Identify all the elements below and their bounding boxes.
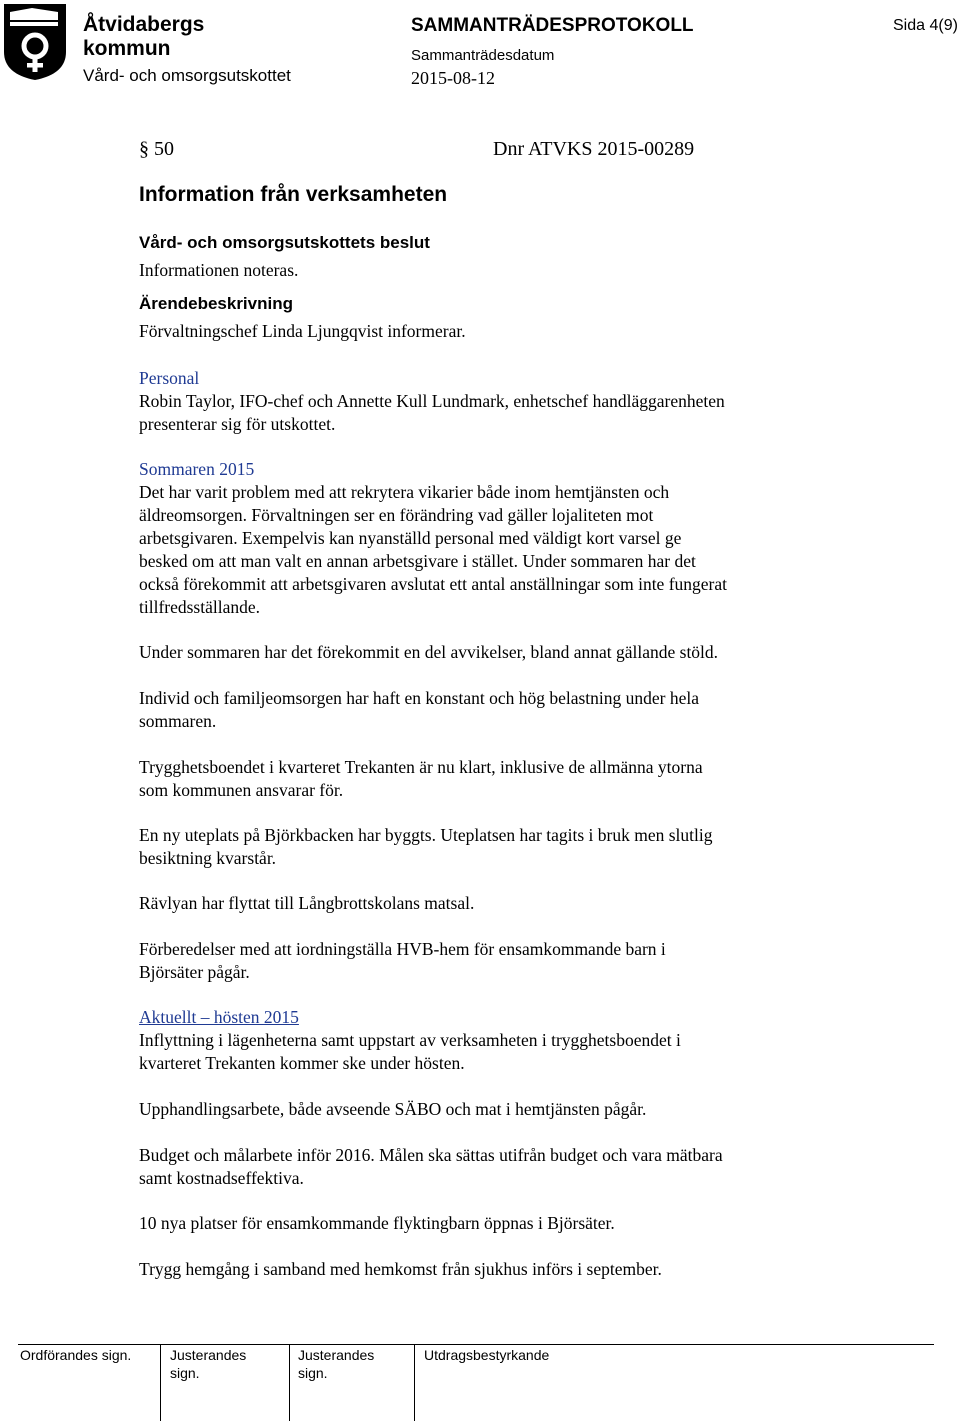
personal-line: presenterar sig för utskottet. [139,414,336,434]
municipality-name-line1: Åtvidabergs [83,13,205,36]
autumn-line: kvarteret Trekanten kommer ske under hösten. [139,1053,465,1073]
summer-heading: Sommaren 2015 [139,459,255,479]
case-title: Information från verksamheten [139,183,448,206]
paragraph-line: Under sommaren har det förekommit en del avvikelser, bland annat gällande stöld. [139,642,719,662]
autumn-line: Inflyttning i lägenheterna samt uppstart av verksamheten i trygghetsboendet i [139,1030,681,1050]
paragraph-line: Upphandlingsarbete, både avseende SÄBO och mat i hemtjänsten pågår. [139,1099,647,1119]
paragraph [139,1098,829,1121]
case-number: Dnr ATVKS 2015-00289 [493,138,695,160]
paragraph-line: Förberedelser med att iordningställa HVB-hem för ensamkommande barn i [139,939,666,959]
paragraph [139,1144,829,1190]
personal-heading: Personal [139,368,200,388]
paragraph [139,1212,829,1235]
section-number: § 50 [139,138,174,160]
description-section [139,293,829,343]
paragraph-line: Trygghetsboendet i kvarteret Trekanten är nu klart, inklusive de allmänna ytorna [139,757,703,777]
adjuster-signature-label: sign. [170,1365,200,1381]
autumn-heading: Aktuellt – hösten 2015 [139,1007,299,1027]
summer-line: besked om att man valt en annan arbetsgivare i stället. Under sommaren har det [139,551,696,571]
summer-line: också förekommit att arbetsgivaren avslutat ett antal anställningar som inte fungerat [139,574,728,594]
personal-line: Robin Taylor, IFO-chef och Annette Kull Lundmark, enhetschef handläggarenheten [139,391,725,411]
footer-divider [18,1344,934,1345]
decision-heading: Vård- och omsorgsutskottets beslut [139,233,430,252]
adjuster-signature-label: Justerandes [298,1347,375,1363]
footer-column-divider [414,1345,415,1421]
paragraph [139,892,829,915]
personal-section [139,367,829,436]
summer-line: tillfredsställande. [139,597,261,617]
paragraph-line: sommaren. [139,711,217,731]
paragraph-line: Björsäter pågår. [139,962,250,982]
adjuster-signature-label: Justerandes [170,1347,247,1363]
document-type: SAMMANTRÄDESPROTOKOLL [411,15,694,36]
paragraph [139,756,829,802]
paragraph [139,938,829,984]
paragraph-line: Budget och målarbete inför 2016. Målen ska sättas utifrån budget och vara mätbara [139,1145,723,1165]
paragraph-line: besiktning kvarstår. [139,848,277,868]
page-number: Sida 4(9) [893,17,958,34]
summer-line: arbetsgivaren. Exempelvis kan nyanställd personal med väldigt kort varsel ge [139,528,682,548]
footer-column-divider [289,1345,290,1421]
certifier-label: Utdragsbestyrkande [424,1347,550,1363]
summer-line: äldreomsorgen. Förvaltningen ser en förändring vad gäller lojaliteten mot [139,505,654,525]
paragraph-line: som kommunen ansvarar för. [139,780,344,800]
description-heading: Ärendebeskrivning [139,294,293,313]
municipality-logo-icon [2,2,68,82]
paragraph [139,1258,829,1281]
autumn-section [139,1006,829,1075]
paragraph-line: 10 nya platser för ensamkommande flyktingbarn öppnas i Björsäter. [139,1213,615,1233]
paragraph-line: samt kostnadseffektiva. [139,1168,304,1188]
meeting-date: 2015-08-12 [411,68,495,88]
description-text: Förvaltningschef Linda Ljungqvist informerar. [139,321,466,341]
committee-name: Vård- och omsorgsutskottet [83,66,291,85]
decision-section [139,232,829,282]
paragraph-line: Trygg hemgång i samband med hemkomst från sjukhus införs i september. [139,1259,662,1279]
chair-signature-label: Ordförandes sign. [20,1347,132,1363]
paragraph [139,824,829,870]
paragraph [139,641,829,664]
paragraph [139,687,829,733]
summer-section [139,458,829,619]
decision-text: Informationen noteras. [139,260,299,280]
municipality-name-line2: kommun [83,37,171,60]
paragraph-line: En ny uteplats på Björkbacken har byggts. Uteplatsen har tagits i bruk men slutlig [139,825,713,845]
paragraph-line: Rävlyan har flyttat till Långbrottskolans matsal. [139,893,475,913]
meeting-date-label: Sammanträdesdatum [411,47,555,64]
summer-line: Det har varit problem med att rekrytera vikarier både inom hemtjänsten och [139,482,670,502]
adjuster-signature-label: sign. [298,1365,328,1381]
paragraph-line: Individ och familjeomsorgen har haft en konstant och hög belastning under hela [139,688,700,708]
footer-column-divider [160,1345,161,1421]
